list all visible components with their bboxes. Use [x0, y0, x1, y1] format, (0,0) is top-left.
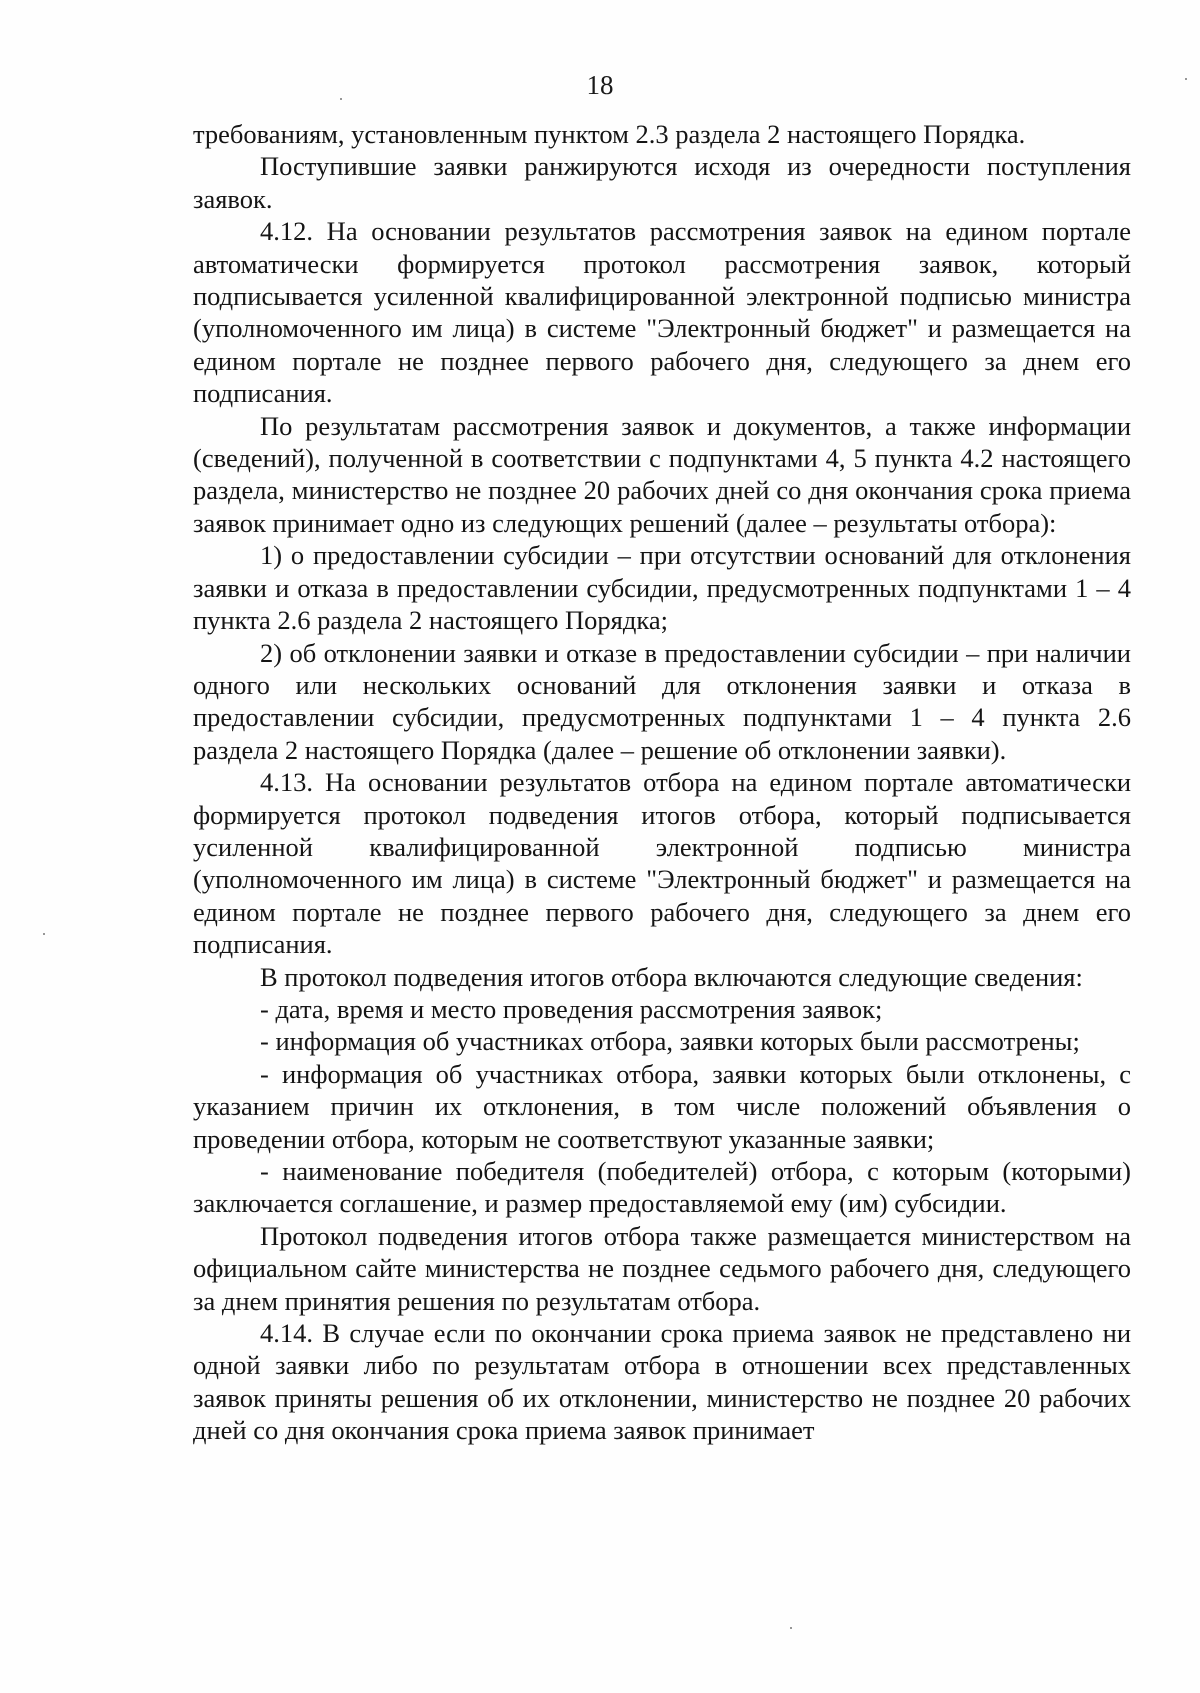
paragraph-4-12: 4.12. На основании результатов рассмотрения заявок на едином портале автоматически формируется протокол рассмотрения заявок, который подписывается усиленной квалифицированной электронной подписью министра (уполномоченного им лица) в системе "Электронный бюджет" и размещается на едином портале не позднее первого рабочего дня, следующего за днем его подписания.: [193, 216, 1131, 409]
scan-speck: [43, 933, 45, 935]
list-item-winner-name: - наименование победителя (победителей) отбора, с которым (которыми) заключается соглашение, и размер предоставляемой ему (им) субсидии.: [193, 1156, 1131, 1219]
paragraph-protocol-publication: Протокол подведения итогов отбора также размещается министерством на официальном сайте министерства не позднее седьмого рабочего дня, следующего за днем принятия решения по результатам отбора.: [193, 1220, 1131, 1316]
scan-speck: [790, 1627, 792, 1629]
paragraph-4-14: 4.14. В случае если по окончании срока приема заявок не представлено ни одной заявки либо по результатам отбора в отношении всех представленных заявок приняты решения об их отклонении, министерство не позднее 20 рабочих дней со дня окончания срока приема заявок принимает: [193, 1318, 1131, 1446]
page-number: 18: [586, 70, 614, 100]
document-body: [193, 118, 1131, 1447]
paragraph-4-13: 4.13. На основании результатов отбора на едином портале автоматически формируется протокол подведения итогов отбора, который подписывается усиленной квалифицированной электронной подписью министра (уполномоченного им лица) в системе "Электронный бюджет" и размещается на едином портале не позднее первого рабочего дня, следующего за днем его подписания.: [193, 767, 1131, 960]
paragraph-review-results: По результатам рассмотрения заявок и документов, а также информации (сведений), полученной в соответствии с подпунктами 4, 5 пункта 4.2 настоящего раздела, министерство не позднее 20 рабочих дней со дня окончания срока приема заявок принимает одно из следующих решений (далее – результаты отбора):: [193, 410, 1131, 538]
paragraph-ranking: Поступившие заявки ранжируются исходя из очередности поступления заявок.: [193, 151, 1131, 214]
list-item-decision-2: 2) об отклонении заявки и отказе в предоставлении субсидии – при наличии одного или нескольких оснований для отклонения заявки и отказа в предоставлении субсидии, предусмотренных подпунктами 1 – 4 пункта 2.6 раздела 2 настоящего Порядка (далее – решение об отклонении заявки).: [193, 637, 1131, 765]
scan-speck: [340, 98, 342, 100]
list-item-decision-1: 1) о предоставлении субсидии – при отсутствии оснований для отклонения заявки и отказа в предоставлении субсидии, предусмотренных подпунктами 1 – 4 пункта 2.6 раздела 2 настоящего Порядка;: [193, 540, 1131, 636]
paragraph-continuation: требованиям, установленным пунктом 2.3 раздела 2 настоящего Порядка.: [193, 119, 1026, 149]
list-item-reviewed-participants: - информация об участниках отбора, заявки которых были рассмотрены;: [260, 1026, 1080, 1057]
list-item-date-time-place: - дата, время и место проведения рассмотрения заявок;: [260, 993, 883, 1024]
scan-speck: [1185, 78, 1187, 80]
list-item-rejected-participants: - информация об участниках отбора, заявки которых были отклонены, с указанием причин их отклонения, в том числе положений объявления о проведении отбора, которым не соответствуют указанные заявки;: [193, 1058, 1131, 1154]
paragraph-protocol-contents: В протокол подведения итогов отбора включаются следующие сведения:: [260, 961, 1083, 992]
